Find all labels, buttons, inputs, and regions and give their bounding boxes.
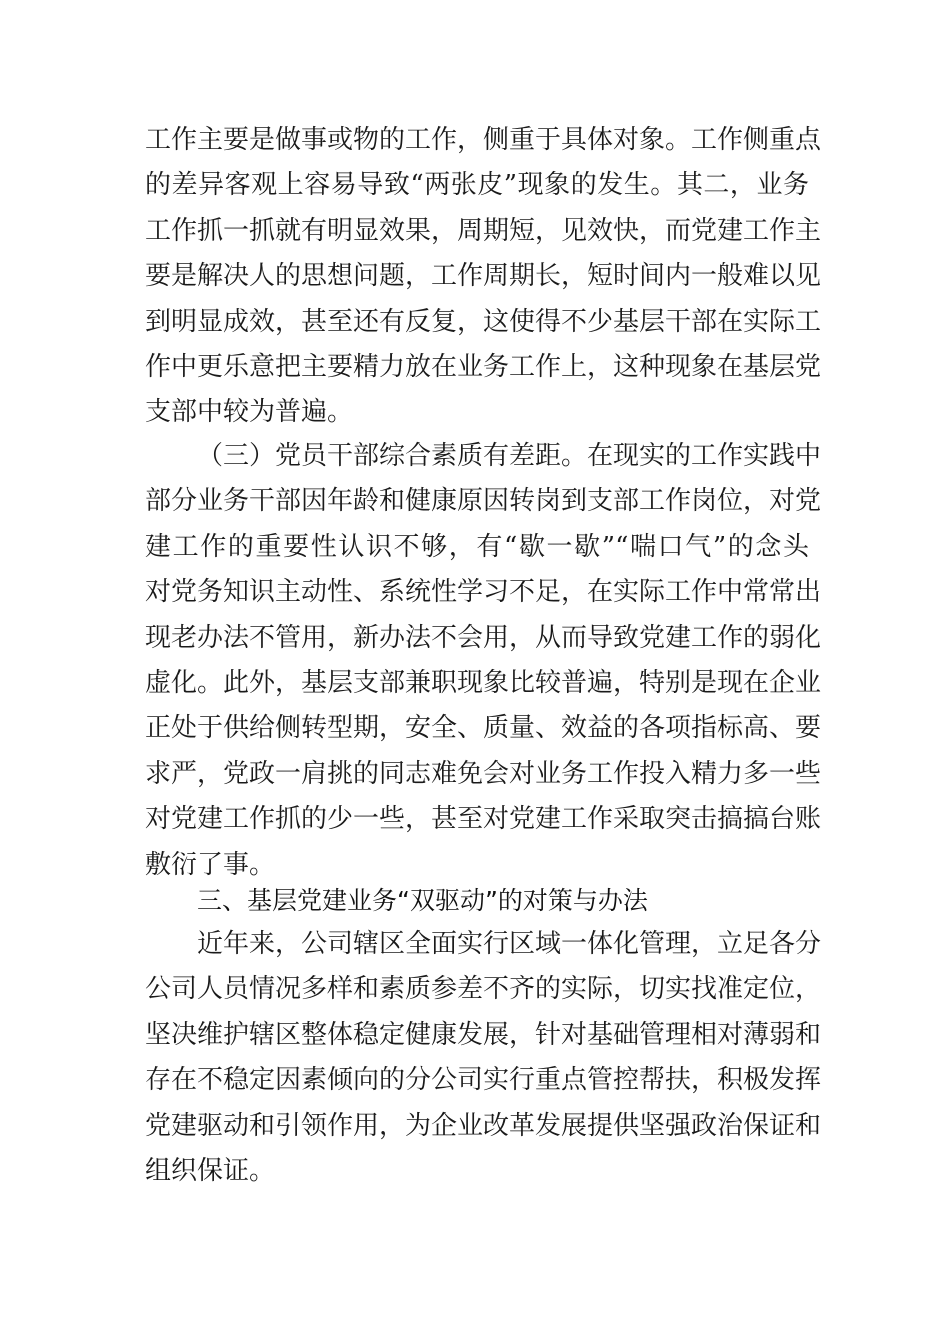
text-line: 要是解决人的思想问题，工作周期长，短时间内一般难以见 <box>145 261 822 292</box>
text-line: 敷衍了事。 <box>145 849 276 880</box>
text-line: 正处于供给侧转型期，安全、质量、效益的各项指标高、要 <box>145 713 822 744</box>
text-line: 党建驱动和引领作用，为企业改革发展提供坚强政治保证和 <box>145 1110 822 1141</box>
text-line: 求严，党政一肩挑的同志难免会对业务工作投入精力多一些 <box>145 758 822 789</box>
text-line: 公司人员情况多样和素质参差不齐的实际，切实找准定位， <box>145 974 822 1005</box>
text-line: 对党建工作抓的少一些，甚至对党建工作采取突击搞搞台账 <box>145 804 822 835</box>
text-line: 近年来，公司辖区全面实行区域一体化管理，立足各分 <box>197 929 822 959</box>
text-line: 对党务知识主动性、系统性学习不足，在实际工作中常常出 <box>145 577 822 608</box>
section-heading: 三、基层党建业务“双驱动”的对策与办法 <box>197 886 648 915</box>
text-line: 工作主要是做事或物的工作，侧重于具体对象。工作侧重点 <box>145 125 822 155</box>
text-line: 作中更乐意把主要精力放在业务工作上，这种现象在基层党 <box>145 352 822 383</box>
text-line: 坚决维护辖区整体稳定健康发展，针对基础管理相对薄弱和 <box>145 1019 822 1050</box>
text-line: （三）党员干部综合素质有差距。在现实的工作实践中 <box>197 441 822 471</box>
text-line: 建工作的重要性认识不够，有“歇一歇”“喘口气”的念头 <box>145 531 809 562</box>
text-line: 的差异客观上容易导致“两张皮”现象的发生。其二，业务 <box>145 170 809 201</box>
paragraph-section-body <box>145 922 822 1194</box>
text-line: 部分业务干部因年龄和健康原因转岗到支部工作岗位，对党 <box>145 486 822 517</box>
text-line: 现老办法不管用，新办法不会用，从而导致党建工作的弱化 <box>145 622 822 653</box>
text-line: 支部中较为普遍。 <box>145 397 354 428</box>
paragraph-continuation <box>145 118 822 436</box>
text-line: 虚化。此外，基层支部兼职现象比较普遍，特别是现在企业 <box>145 668 822 699</box>
text-line: 工作抓一抓就有明显效果，周期短，见效快，而党建工作主 <box>145 215 822 246</box>
paragraph-section-three <box>145 434 822 888</box>
text-line: 到明显成效，甚至还有反复，这使得不少基层干部在实际工 <box>145 306 822 337</box>
text-line: 存在不稳定因素倾向的分公司实行重点管控帮扶，积极发挥 <box>145 1065 822 1096</box>
text-line: 组织保证。 <box>145 1156 276 1187</box>
